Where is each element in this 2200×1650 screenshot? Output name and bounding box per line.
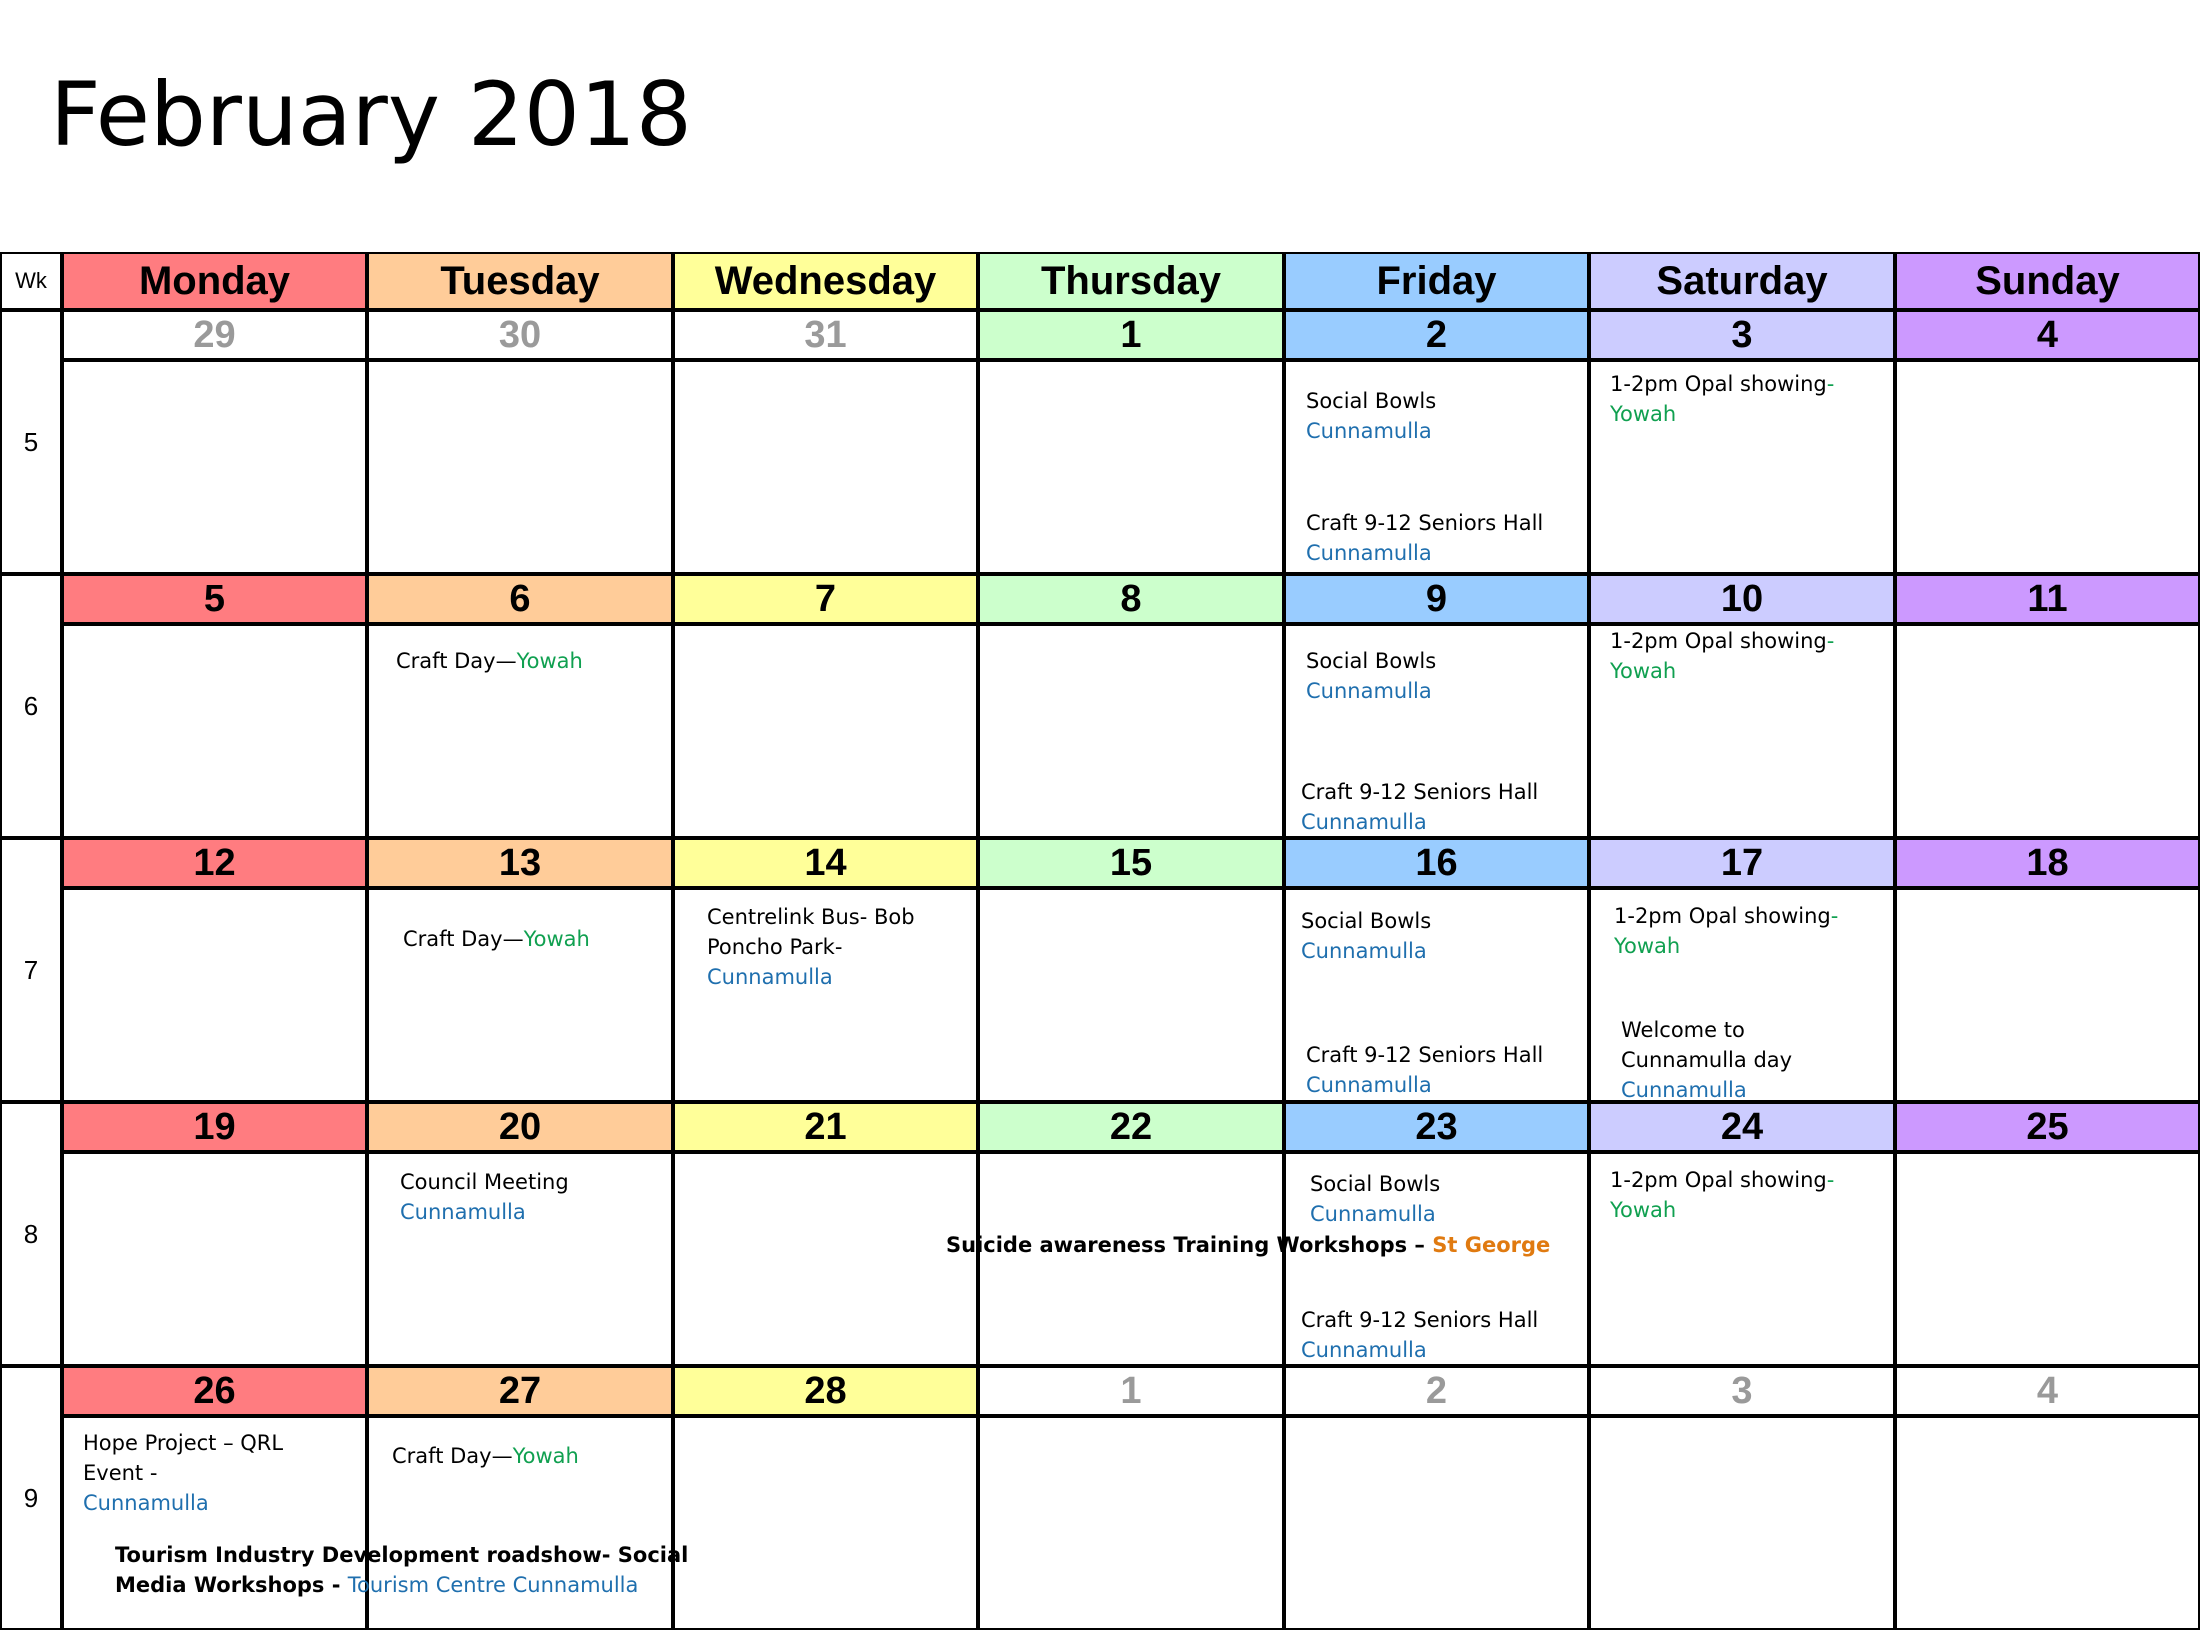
event-location: Cunnamulla bbox=[1310, 1202, 1436, 1226]
event-title: Hope Project – QRL bbox=[83, 1431, 284, 1455]
day-content-cell[interactable] bbox=[978, 1416, 1284, 1630]
date-cell[interactable]: 23 bbox=[1284, 1102, 1589, 1152]
day-content-cell[interactable] bbox=[673, 1416, 978, 1630]
event-title: Craft Day— bbox=[403, 927, 524, 951]
event-opal-showing bbox=[1610, 626, 1834, 686]
event-title: 1-2pm Opal showing bbox=[1610, 1168, 1827, 1192]
event-welcome-day bbox=[1621, 1015, 1792, 1105]
day-content-cell[interactable] bbox=[367, 888, 673, 1102]
event-dash: - bbox=[1830, 904, 1839, 928]
event-title: Craft 9-12 Seniors Hall bbox=[1306, 511, 1544, 535]
event-location: Cunnamulla bbox=[707, 965, 833, 989]
event-title: 1-2pm Opal showing bbox=[1614, 904, 1831, 928]
event-title: Craft Day— bbox=[396, 649, 517, 673]
day-content-cell[interactable] bbox=[62, 1152, 367, 1366]
week-number: 6 bbox=[0, 574, 62, 838]
event-title: Craft 9-12 Seniors Hall bbox=[1301, 780, 1539, 804]
event-title: Social Bowls bbox=[1301, 909, 1432, 933]
event-title: Tourism Industry Development roadshow- Social bbox=[115, 1543, 689, 1567]
week-number: 5 bbox=[0, 310, 62, 574]
day-content-cell[interactable] bbox=[1895, 360, 2200, 574]
day-content-cell[interactable] bbox=[673, 624, 978, 838]
event-title: Suicide awareness Training Workshops – bbox=[946, 1233, 1433, 1257]
date-cell[interactable]: 22 bbox=[978, 1102, 1284, 1152]
day-content-cell[interactable] bbox=[978, 888, 1284, 1102]
event-title: Welcome to bbox=[1621, 1018, 1745, 1042]
date-cell[interactable]: 4 bbox=[1895, 1366, 2200, 1416]
week-column-header: Wk bbox=[0, 252, 62, 310]
date-cell[interactable]: 13 bbox=[367, 838, 673, 888]
event-location: Yowah bbox=[1614, 934, 1681, 958]
event-council-meeting bbox=[400, 1167, 569, 1227]
event-suicide-awareness-training bbox=[946, 1230, 1550, 1260]
day-content-cell[interactable] bbox=[978, 624, 1284, 838]
event-title: Craft 9-12 Seniors Hall bbox=[1301, 1308, 1539, 1332]
event-location: Cunnamulla bbox=[1301, 810, 1427, 834]
date-cell[interactable]: 3 bbox=[1589, 1366, 1895, 1416]
date-cell[interactable]: 20 bbox=[367, 1102, 673, 1152]
day-content-cell[interactable] bbox=[1895, 1152, 2200, 1366]
date-cell[interactable]: 24 bbox=[1589, 1102, 1895, 1152]
event-title: Craft Day— bbox=[392, 1444, 513, 1468]
event-title: Council Meeting bbox=[400, 1170, 569, 1194]
date-cell[interactable]: 27 bbox=[367, 1366, 673, 1416]
date-cell[interactable]: 16 bbox=[1284, 838, 1589, 888]
event-craft-seniors bbox=[1301, 1305, 1538, 1365]
event-title: 1-2pm Opal showing bbox=[1610, 372, 1827, 396]
date-cell[interactable]: 15 bbox=[978, 838, 1284, 888]
date-cell[interactable]: 2 bbox=[1284, 1366, 1589, 1416]
week-number: 9 bbox=[0, 1366, 62, 1630]
event-title-line2: Poncho Park- bbox=[707, 935, 843, 959]
day-header-monday: Monday bbox=[62, 252, 367, 310]
event-title: Social Bowls bbox=[1310, 1172, 1441, 1196]
event-location: Cunnamulla bbox=[1301, 1338, 1427, 1362]
calendar-grid bbox=[0, 252, 2200, 1636]
date-cell[interactable]: 26 bbox=[62, 1366, 367, 1416]
date-cell[interactable]: 28 bbox=[673, 1366, 978, 1416]
day-header-thursday: Thursday bbox=[978, 252, 1284, 310]
event-craft-seniors bbox=[1301, 777, 1538, 837]
date-cell[interactable]: 21 bbox=[673, 1102, 978, 1152]
date-cell[interactable]: 6 bbox=[367, 574, 673, 624]
event-title-line2: Cunnamulla day bbox=[1621, 1048, 1793, 1072]
event-location: Cunnamulla bbox=[83, 1491, 209, 1515]
event-location: Yowah bbox=[1610, 1198, 1677, 1222]
page-title: February 2018 bbox=[50, 63, 692, 166]
event-hope-project bbox=[83, 1428, 283, 1518]
date-cell[interactable]: 5 bbox=[62, 574, 367, 624]
day-content-cell[interactable] bbox=[62, 624, 367, 838]
event-location: Cunnamulla bbox=[1306, 679, 1432, 703]
day-header-saturday: Saturday bbox=[1589, 252, 1895, 310]
date-cell[interactable]: 9 bbox=[1284, 574, 1589, 624]
event-location: Cunnamulla bbox=[1621, 1078, 1747, 1102]
day-header-sunday: Sunday bbox=[1895, 252, 2200, 310]
event-opal-showing bbox=[1610, 369, 1834, 429]
day-content-cell[interactable] bbox=[1284, 1416, 1589, 1630]
date-cell[interactable]: 3 bbox=[1589, 310, 1895, 360]
event-location: Yowah bbox=[1610, 402, 1677, 426]
event-title-line2: Event - bbox=[83, 1461, 158, 1485]
event-location: Cunnamulla bbox=[1301, 939, 1427, 963]
date-cell[interactable]: 1 bbox=[978, 310, 1284, 360]
event-location: Yowah bbox=[512, 1444, 579, 1468]
event-centrelink-bus bbox=[707, 902, 915, 992]
event-social-bowls bbox=[1301, 906, 1431, 966]
event-title-line2: Media Workshops - bbox=[115, 1573, 348, 1597]
event-social-bowls bbox=[1306, 646, 1436, 706]
event-craft-day bbox=[403, 924, 590, 954]
date-cell[interactable]: 29 bbox=[62, 310, 367, 360]
event-opal-showing bbox=[1610, 1165, 1834, 1225]
date-cell[interactable]: 31 bbox=[673, 310, 978, 360]
event-craft-seniors bbox=[1306, 1040, 1543, 1100]
event-tourism-roadshow bbox=[115, 1540, 688, 1600]
date-cell[interactable]: 19 bbox=[62, 1102, 367, 1152]
event-location: Cunnamulla bbox=[400, 1200, 526, 1224]
date-cell[interactable]: 25 bbox=[1895, 1102, 2200, 1152]
event-location: Yowah bbox=[523, 927, 590, 951]
event-location: Yowah bbox=[516, 649, 583, 673]
event-craft-day bbox=[396, 646, 583, 676]
event-title: 1-2pm Opal showing bbox=[1610, 629, 1827, 653]
day-content-cell[interactable] bbox=[1895, 888, 2200, 1102]
day-header-wednesday: Wednesday bbox=[673, 252, 978, 310]
event-social-bowls bbox=[1310, 1169, 1440, 1229]
day-header-friday: Friday bbox=[1284, 252, 1589, 310]
event-craft-day bbox=[392, 1441, 579, 1471]
day-content-cell[interactable] bbox=[673, 1152, 978, 1366]
event-title: Social Bowls bbox=[1306, 649, 1437, 673]
day-content-cell[interactable] bbox=[62, 360, 367, 574]
date-cell[interactable]: 17 bbox=[1589, 838, 1895, 888]
day-content-cell[interactable] bbox=[62, 888, 367, 1102]
date-cell[interactable]: 12 bbox=[62, 838, 367, 888]
day-content-cell[interactable] bbox=[673, 360, 978, 574]
event-craft-seniors bbox=[1306, 508, 1543, 568]
event-location: Cunnamulla bbox=[1306, 1073, 1432, 1097]
event-dash: - bbox=[1826, 372, 1835, 396]
day-content-cell[interactable] bbox=[1589, 1416, 1895, 1630]
event-dash: - bbox=[1826, 629, 1835, 653]
day-content-cell[interactable] bbox=[367, 360, 673, 574]
date-cell[interactable]: 1 bbox=[978, 1366, 1284, 1416]
event-dash: - bbox=[1826, 1168, 1835, 1192]
date-cell[interactable]: 7 bbox=[673, 574, 978, 624]
week-number: 7 bbox=[0, 838, 62, 1102]
day-content-cell[interactable] bbox=[978, 360, 1284, 574]
date-cell[interactable]: 30 bbox=[367, 310, 673, 360]
day-content-cell[interactable] bbox=[1895, 624, 2200, 838]
event-title: Craft 9-12 Seniors Hall bbox=[1306, 1043, 1544, 1067]
event-title: Social Bowls bbox=[1306, 389, 1437, 413]
event-location: Yowah bbox=[1610, 659, 1677, 683]
date-cell[interactable]: 2 bbox=[1284, 310, 1589, 360]
event-location: St George bbox=[1432, 1233, 1551, 1257]
date-cell[interactable]: 10 bbox=[1589, 574, 1895, 624]
date-cell[interactable]: 4 bbox=[1895, 310, 2200, 360]
date-cell[interactable]: 18 bbox=[1895, 838, 2200, 888]
event-opal-showing bbox=[1614, 901, 1838, 961]
event-location: Cunnamulla bbox=[1306, 419, 1432, 443]
event-location: Cunnamulla bbox=[1306, 541, 1432, 565]
date-cell[interactable]: 14 bbox=[673, 838, 978, 888]
event-social-bowls bbox=[1306, 386, 1436, 446]
event-title: Centrelink Bus- Bob bbox=[707, 905, 915, 929]
week-number: 8 bbox=[0, 1102, 62, 1366]
event-location: Tourism Centre Cunnamulla bbox=[347, 1573, 639, 1597]
day-header-tuesday: Tuesday bbox=[367, 252, 673, 310]
day-content-cell[interactable] bbox=[1895, 1416, 2200, 1630]
date-cell[interactable]: 11 bbox=[1895, 574, 2200, 624]
date-cell[interactable]: 8 bbox=[978, 574, 1284, 624]
